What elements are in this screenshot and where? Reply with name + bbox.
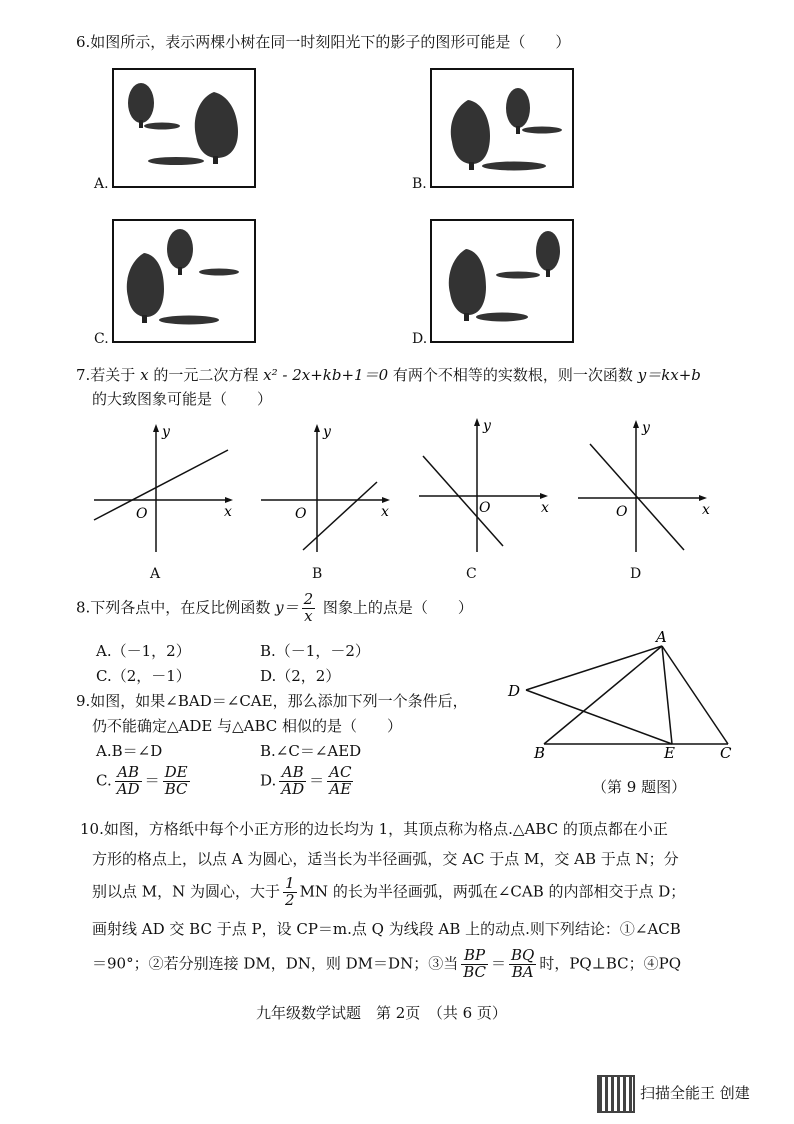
q6-picture-d[interactable] [430, 219, 574, 343]
q6-option-a-label: A. [94, 176, 109, 192]
q10-line3-text-a: 别以点 M，N 为圆心，大于 [92, 882, 281, 901]
axis-x-label: x [541, 500, 549, 516]
q9-line1: 9.如图，如果∠BAD＝∠CAE，那么添加下列一个条件后， [76, 692, 468, 710]
q7-graph-c-label: C [466, 566, 477, 582]
q9-figure-caption: （第 9 题图） [592, 778, 687, 796]
origin-label: O [616, 504, 628, 520]
q7-function: y＝kx+b [637, 366, 701, 384]
q7-line2: 的大致图象可能是（ ） [92, 390, 273, 408]
q7-graph-c[interactable] [415, 412, 575, 560]
q10-line5 [92, 948, 681, 981]
q10-line1: 10.如图，方格纸中每个小正方形的边长均为 1，其顶点称为格点.△ABC 的顶点都在小正 [80, 820, 668, 838]
q8-option-d[interactable]: D.（2，2） [260, 667, 341, 685]
q6-option-d-label: D. [412, 331, 428, 347]
trees-shadow-illustration [114, 221, 254, 341]
q9-triangle-figure [500, 624, 750, 764]
q10-half-fraction: $\frac{1}{2}$ [285, 874, 295, 909]
q6-text: 6.如图所示，表示两棵小树在同一时刻阳光下的影子的图形可能是（ ） [76, 33, 571, 51]
q7-graph-d[interactable] [574, 416, 724, 560]
q7-text-d: 有两个不相等的实数根，则一次函数 [392, 366, 633, 384]
axis-y-label: y [162, 424, 170, 440]
q9-option-c-prefix: C. [96, 771, 112, 790]
q9-option-d-fraction1: $\frac{AB}{AD}$ [281, 763, 305, 798]
q8-option-b[interactable]: B.（－1，－2） [260, 642, 370, 660]
q7-variable-x: x [140, 366, 149, 384]
equals-sign: ＝ [490, 954, 506, 973]
q7-graph-a-label: A [150, 566, 161, 582]
q7-text-c: 的一元二次方程 [153, 366, 259, 384]
q6-picture-c[interactable] [112, 219, 256, 343]
q8-option-c[interactable]: C.（2，－1） [96, 667, 191, 685]
q8-fraction: $\frac{2}{x}$ [303, 590, 314, 625]
q7-graph-d-label: D [630, 566, 642, 582]
q10-line3-text-b: MN 的长为半径画弧，两弧在∠CAB 的内部相交于点 D； [299, 882, 686, 901]
origin-label: O [479, 500, 491, 516]
q9-option-c[interactable] [96, 765, 193, 798]
q7-graph-a[interactable] [88, 420, 248, 560]
axis-y-label: y [323, 424, 331, 440]
equals-sign: ＝ [144, 771, 160, 790]
point-e-label: E [664, 744, 675, 762]
q6-option-c-label: C. [94, 331, 109, 347]
trees-shadow-illustration [432, 221, 572, 341]
axis-x-label: x [702, 502, 710, 518]
point-b-label: B [534, 744, 546, 762]
q7-graph-b[interactable] [255, 420, 415, 560]
axis-y-label: y [642, 420, 650, 436]
trees-shadow-illustration [432, 70, 572, 186]
q6-option-b-label: B. [412, 176, 427, 192]
q10-fraction-bp-bc: $\frac{BP}{BC}$ [463, 946, 486, 981]
origin-label: O [295, 506, 307, 522]
q9-line2: 仍不能确定△ADE 与△ABC 相似的是（ ） [92, 717, 403, 735]
q9-option-b[interactable]: B.∠C＝∠AED [260, 742, 362, 760]
q6-picture-a[interactable] [112, 68, 256, 188]
point-c-label: C [720, 744, 732, 762]
q7-equation: x² - 2x+kb+1＝0 [263, 366, 389, 384]
q7-text-a: 7.若关于 [76, 366, 136, 384]
point-a-label: A [656, 628, 667, 646]
trees-shadow-illustration [114, 70, 254, 186]
q8-func-lhs: y＝ [275, 598, 299, 617]
q10-fraction-bq-ba: $\frac{BQ}{BA}$ [511, 946, 535, 981]
axis-y-label: y [483, 418, 491, 434]
q6-picture-b[interactable] [430, 68, 574, 188]
q7-graph-b-label: B [312, 566, 323, 582]
q7-line1 [76, 364, 701, 385]
q9-option-a[interactable]: A.B＝∠D [96, 742, 163, 760]
q9-option-c-fraction1: $\frac{AB}{AD}$ [116, 763, 140, 798]
q10-line4: 画射线 AD 交 BC 于点 P，设 CP＝m.点 Q 为线段 AB 上的动点.则下列结论：①∠ACB [92, 920, 681, 938]
q10-line3 [92, 876, 685, 909]
scanner-watermark: 扫描全能王 创建 [640, 1084, 750, 1102]
axis-x-label: x [381, 504, 389, 520]
q9-option-d-prefix: D. [260, 771, 277, 790]
qr-code-icon [597, 1075, 635, 1113]
q9-option-c-fraction2: $\frac{DE}{BC}$ [164, 763, 188, 798]
axis-x-label: x [224, 504, 232, 520]
equals-sign: ＝ [309, 771, 325, 790]
q8-line [76, 592, 473, 625]
q8-text-b: 图象上的点是（ ） [322, 598, 473, 617]
q9-option-d[interactable] [260, 765, 356, 798]
q8-text-a: 8.下列各点中，在反比例函数 [76, 598, 271, 617]
q10-line5-text-b: 时，PQ⊥BC；④PQ [539, 954, 681, 973]
origin-label: O [136, 506, 148, 522]
page-footer: 九年级数学试题 第 2页 （共 6 页） [256, 1004, 507, 1022]
q10-line5-text-a: ＝90°；②若分别连接 DM，DN，则 DM＝DN；③当 [92, 954, 459, 973]
q10-line2: 方形的格点上，以点 A 为圆心，适当长为半径画弧，交 AC 于点 M，交 AB 于点 N；分 [92, 850, 679, 868]
q9-option-d-fraction2: $\frac{AC}{AE}$ [329, 763, 352, 798]
point-d-label: D [508, 682, 521, 700]
q8-option-a[interactable]: A.（－1，2） [96, 642, 191, 660]
